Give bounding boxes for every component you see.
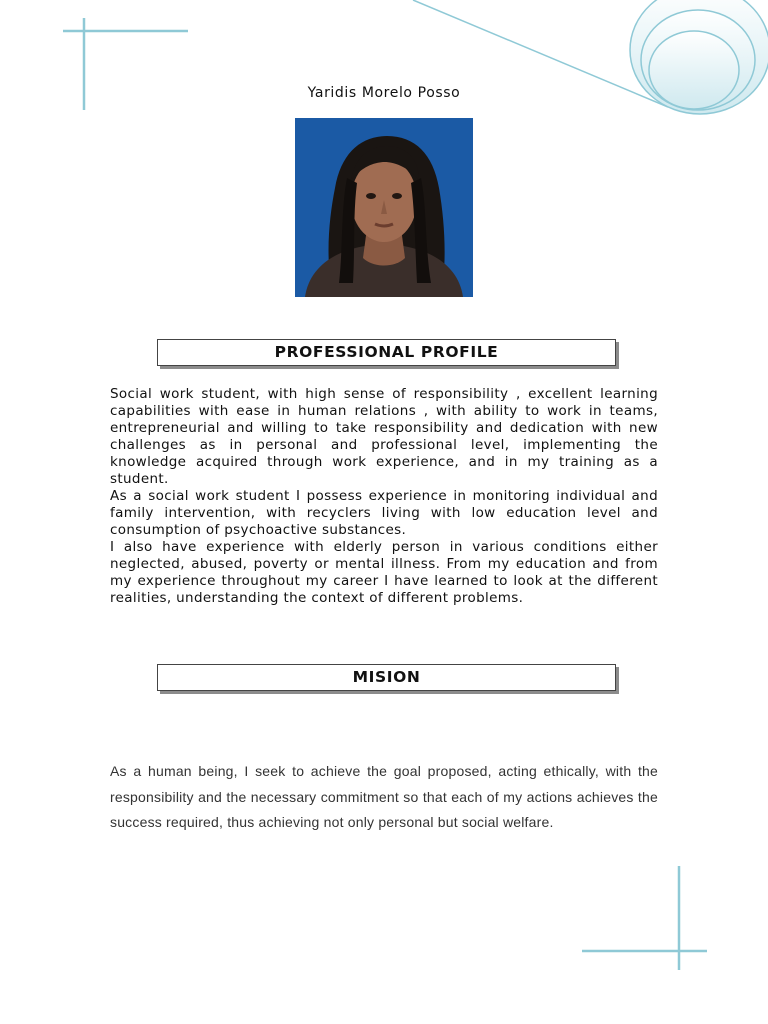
mision-heading: MISION — [157, 664, 616, 691]
profile-photo — [295, 118, 473, 297]
professional-profile-text — [110, 386, 658, 607]
profile-paragraph: I also have experience with elderly person in various conditions either neglected, abused, poverty or mental illness. From my education and from my experience throughout my career I have learned to look at the different realities, understanding the context of different problems. — [110, 539, 658, 606]
mision-text: As a human being, I seek to achieve the goal proposed, acting ethically, with the responsibility and the necessary commitment so that each of my actions achieves the success required, thus achieving not only personal but social welfare. — [110, 763, 658, 830]
professional-profile-heading: PROFESSIONAL PROFILE — [157, 339, 616, 366]
applicant-name: Yaridis Morelo Posso — [307, 85, 461, 101]
profile-paragraph: As a social work student I possess experience in monitoring individual and family intervention, with recyclers living with low education level and consumption of psychoactive substances. — [110, 488, 658, 538]
portrait-illustration — [295, 118, 473, 297]
profile-paragraph: Social work student, with high sense of responsibility , excellent learning capabilities with ease in human relations , with ability to work in teams, entrepreneurial and willing to take responsibility and dedication with new challenges as in personal and professional level, implementing the knowledge acquired through work experience, and in my training as a student. — [110, 386, 658, 487]
